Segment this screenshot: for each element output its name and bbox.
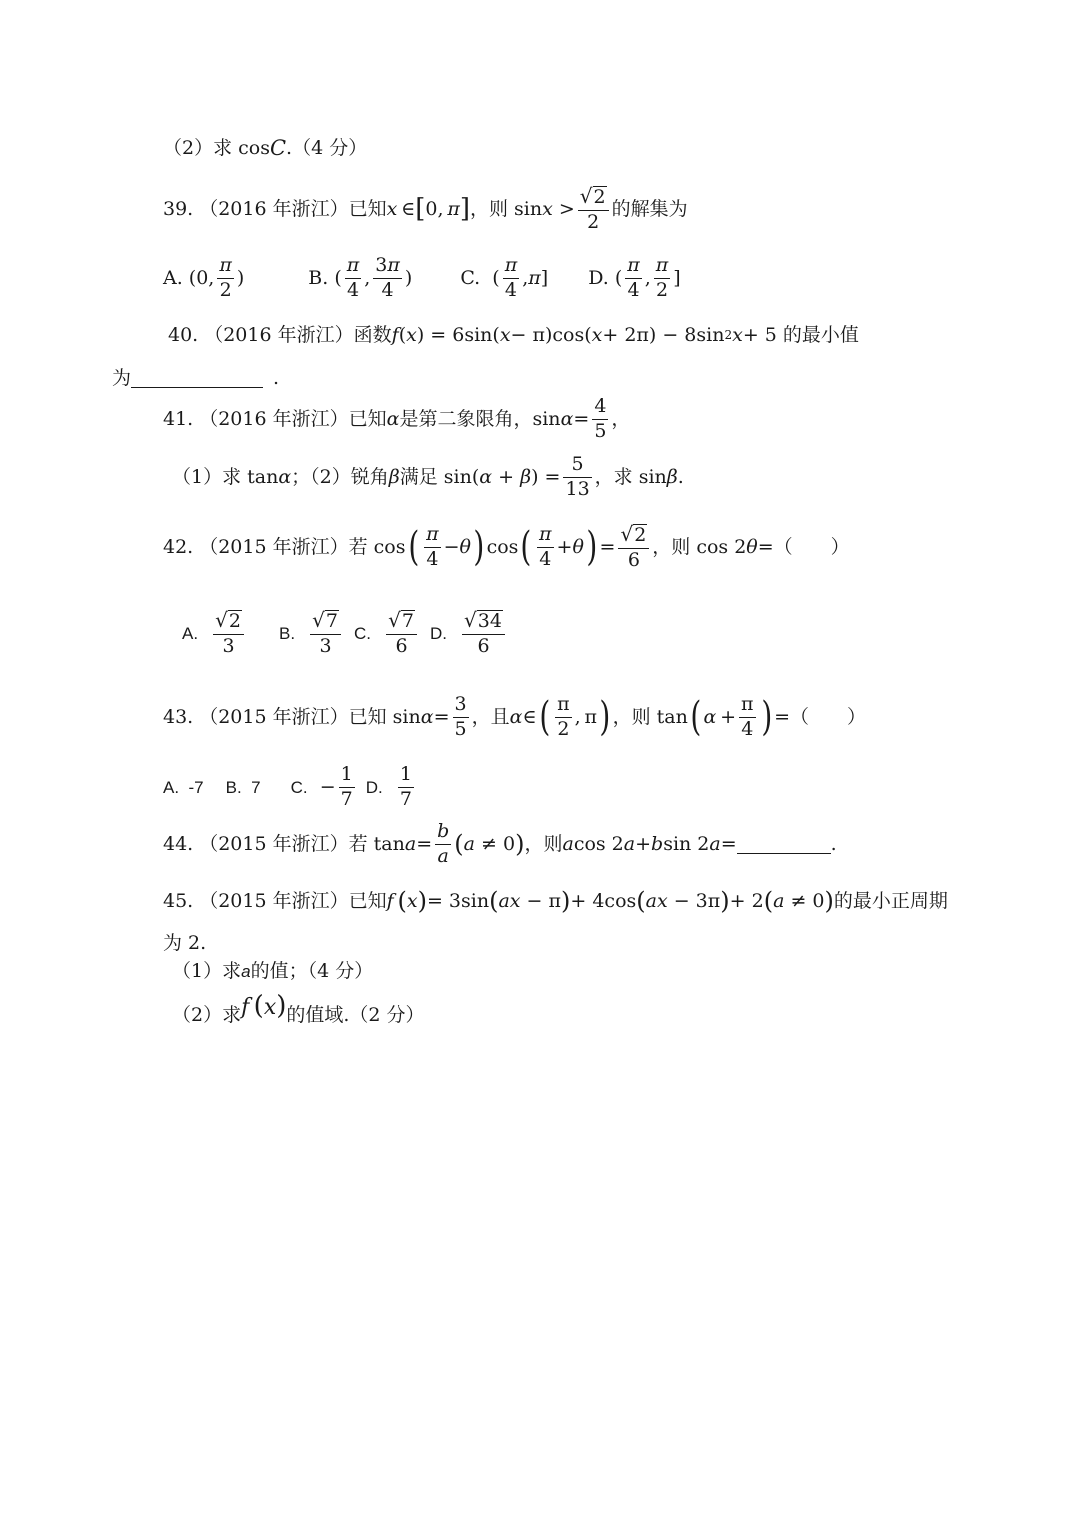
q43-text-c: ，且 bbox=[471, 705, 510, 728]
q43-text-b: = bbox=[433, 705, 450, 728]
option-d[interactable]: D. $\frac{1}{7}$ bbox=[365, 762, 412, 810]
q45s2-text-b: 的值域.（2 分） bbox=[286, 1003, 425, 1026]
q40-text-c: ) = 6sin( bbox=[416, 323, 500, 346]
q42-text-c: = bbox=[599, 535, 616, 558]
q41s-text-e: ，求 sin bbox=[594, 465, 667, 488]
q44-text-e: + bbox=[635, 832, 652, 855]
q44-text-b: = bbox=[416, 832, 433, 855]
option-label: A. bbox=[163, 777, 180, 797]
fraction-sqrt2-over-2: √ 2 2 bbox=[578, 186, 609, 233]
q38-part2-text-a: （2）求 cos bbox=[163, 137, 270, 159]
option-b[interactable]: B. √ 7 3 bbox=[279, 610, 344, 657]
q40-text-a: 函数 bbox=[353, 323, 392, 346]
q44-text-g: = bbox=[720, 832, 737, 855]
question-number: 44. bbox=[163, 832, 194, 855]
question-number: 39. bbox=[163, 197, 194, 220]
q41s-text-c: 满足 sin( bbox=[399, 465, 480, 488]
q45-text-b: = 3sin bbox=[426, 889, 490, 912]
q42-text-a: 若 cos bbox=[348, 535, 406, 558]
question-number: 45. bbox=[163, 889, 194, 912]
question-44: 44. （2015 年浙江） 若 tan a = $\frac{b}{a}$ ( a ≠ 0 ) ，则 a cos 2 a + b sin 2 a = . bbox=[163, 819, 837, 867]
question-42: 42. （2015 年浙江） 若 cos ( $\frac{\pi}{4}$ − θ ) cos ( $\frac{\pi}{4}$ + θ ) = √ 2 6 ，则 cos 2 θ =（ ） bbox=[163, 521, 850, 571]
option-label: A. bbox=[182, 623, 199, 643]
q42-text-d: ，则 cos 2 bbox=[652, 535, 747, 558]
q45-text-d: + 2 bbox=[729, 889, 764, 912]
answer-blank[interactable] bbox=[131, 369, 263, 388]
option-label: C. bbox=[290, 777, 308, 797]
q40-text-d: − π)cos( bbox=[510, 323, 592, 346]
q40-text-f: + 5 的最小值 bbox=[742, 323, 859, 346]
q44-text-c: ，则 bbox=[524, 832, 563, 855]
option-label: D. bbox=[365, 777, 383, 797]
question-39-options bbox=[163, 252, 681, 304]
var-C: C bbox=[269, 136, 287, 160]
q45-text-e: 的最小正周期 bbox=[833, 889, 948, 912]
question-45-part1: （1）求 a 的值；（4 分） bbox=[172, 959, 374, 982]
q44-text-d: cos 2 bbox=[573, 832, 624, 855]
question-45-cont bbox=[163, 932, 206, 954]
option-label: A. bbox=[163, 266, 183, 289]
question-45: 45. （2015 年浙江） 已知 f ( x ) = 3sin ( ax − π ) + 4cos ( ax − 3π ) + 2 ( a ≠ 0 ) 的最小正周期 bbox=[163, 887, 948, 915]
option-value: 7 bbox=[251, 777, 261, 797]
option-c[interactable]: C. ( $\frac{\pi}{4}$ , π ] bbox=[460, 253, 549, 301]
question-source: （2015 年浙江） bbox=[199, 889, 349, 912]
option-label: D. bbox=[588, 266, 609, 289]
option-c[interactable]: C. − $\frac{1}{7}$ bbox=[290, 762, 353, 810]
option-a[interactable]: A. (0, $\frac{\pi}{2}$ ) bbox=[163, 253, 245, 301]
question-43: 43. （2015 年浙江） 已知 sin α = $\frac{3}{5}$ ，且 α ∈ ( $\frac{\pi}{2}$ , π ) ，则 tan ( α + $\frac{\pi}{4}$ ) =（ ） bbox=[163, 692, 867, 740]
question-39: 39. （2016 年浙江） 已知 x ∈ [ 0, π ] ，则 sin x > √ 2 2 的解集为 bbox=[163, 183, 688, 233]
q42-text-b: cos bbox=[486, 535, 519, 558]
q41-text-c: = bbox=[573, 407, 590, 430]
option-c[interactable]: C. √ 7 6 bbox=[354, 610, 420, 657]
answer-blank[interactable] bbox=[737, 835, 831, 854]
q41s-text-b: ；（2）锐角 bbox=[291, 465, 389, 488]
q44-text-a: 若 tan bbox=[348, 832, 405, 855]
question-number: 42. bbox=[163, 535, 194, 558]
question-40-cont bbox=[112, 366, 279, 390]
q45s1-text-a: （1）求 bbox=[172, 959, 242, 982]
q45-text-c: + 4cos bbox=[570, 889, 637, 912]
option-a[interactable] bbox=[163, 779, 204, 796]
option-d[interactable]: D. √ 34 6 bbox=[430, 610, 508, 657]
question-41-subparts: （1）求 tan α ；（2）锐角 β 满足 sin( α + β ) = $\frac{5}{13}$ ，求 sin β . bbox=[172, 452, 684, 500]
question-43-options bbox=[163, 760, 417, 814]
q40-text-b: ( bbox=[398, 323, 407, 346]
question-45-part2: （2）求 f (x) 的值域.（2 分） bbox=[172, 991, 425, 1026]
q44-text-f: sin 2 bbox=[663, 832, 710, 855]
q43-text-f: =（ ） bbox=[774, 705, 867, 728]
q41-text-d: ， bbox=[611, 407, 631, 430]
question-number: 40. bbox=[168, 323, 199, 346]
question-source: （2016 年浙江） bbox=[199, 407, 349, 430]
question-source: （2015 年浙江） bbox=[199, 832, 349, 855]
question-number: 43. bbox=[163, 705, 194, 728]
q41s-text-a: （1）求 tan bbox=[172, 465, 279, 488]
q43-text-d: ∈ bbox=[522, 705, 537, 728]
q43-text-e: ，则 tan bbox=[612, 705, 688, 728]
question-41: 41. （2016 年浙江） 已知 α 是第二象限角，sin α = $\frac{4}{5}$ ， bbox=[163, 394, 631, 442]
question-42-options bbox=[182, 602, 508, 664]
q40-text-e: + 2π) − 8sin bbox=[602, 323, 725, 346]
q39-text-c: 的解集为 bbox=[611, 197, 688, 220]
question-source: （2015 年浙江） bbox=[199, 535, 349, 558]
q41s-text-f: . bbox=[677, 465, 684, 488]
option-b[interactable] bbox=[226, 779, 261, 796]
question-source: （2016 年浙江） bbox=[204, 323, 354, 346]
q45s2-text-a: （2）求 bbox=[172, 1003, 242, 1026]
option-label: C. bbox=[354, 623, 371, 643]
question-40: 40. （2016 年浙江） 函数 f ( x ) = 6sin( x − π)cos( x + 2π) − 8sin 2 x + 5 的最小值 bbox=[168, 323, 859, 346]
question-source: （2016 年浙江） bbox=[199, 197, 349, 220]
option-a[interactable]: A. √ 2 3 bbox=[182, 610, 247, 657]
q42-text-e: =（ ） bbox=[757, 535, 850, 558]
q45s1-text-b: 的值；（4 分） bbox=[250, 959, 374, 982]
option-value: -7 bbox=[188, 777, 204, 797]
option-label: B. bbox=[308, 266, 329, 289]
q38-part2-text-b: .（4 分） bbox=[286, 137, 368, 159]
q41s-text-d: ) = bbox=[531, 465, 561, 488]
q45-text-a: 已知 bbox=[348, 889, 387, 912]
q40-cont-text: 为 bbox=[112, 366, 132, 389]
option-b[interactable]: B. ( $\frac{\pi}{4}$ , $\frac{3\pi}{4}$ ) bbox=[308, 253, 413, 301]
q41-text-a: 已知 bbox=[348, 407, 387, 430]
option-label: B. bbox=[279, 623, 296, 643]
option-label: C. bbox=[460, 266, 481, 289]
q40-period: . bbox=[273, 366, 280, 389]
question-source: （2015 年浙江） bbox=[199, 705, 349, 728]
q39-text-b: ，则 sin bbox=[469, 197, 543, 220]
q45-cont-text: 为 2. bbox=[163, 931, 207, 954]
option-label: B. bbox=[225, 777, 242, 797]
q41-text-b: 是第二象限角，sin bbox=[399, 407, 561, 430]
question-number: 41. bbox=[163, 407, 194, 430]
option-label: D. bbox=[429, 623, 447, 643]
q38-part2 bbox=[163, 138, 367, 159]
q39-text-a: 已知 bbox=[348, 197, 387, 220]
option-d[interactable]: D. ( $\frac{\pi}{4}$ , $\frac{\pi}{2}$ ] bbox=[588, 253, 681, 301]
q43-text-a: 已知 sin bbox=[348, 705, 421, 728]
